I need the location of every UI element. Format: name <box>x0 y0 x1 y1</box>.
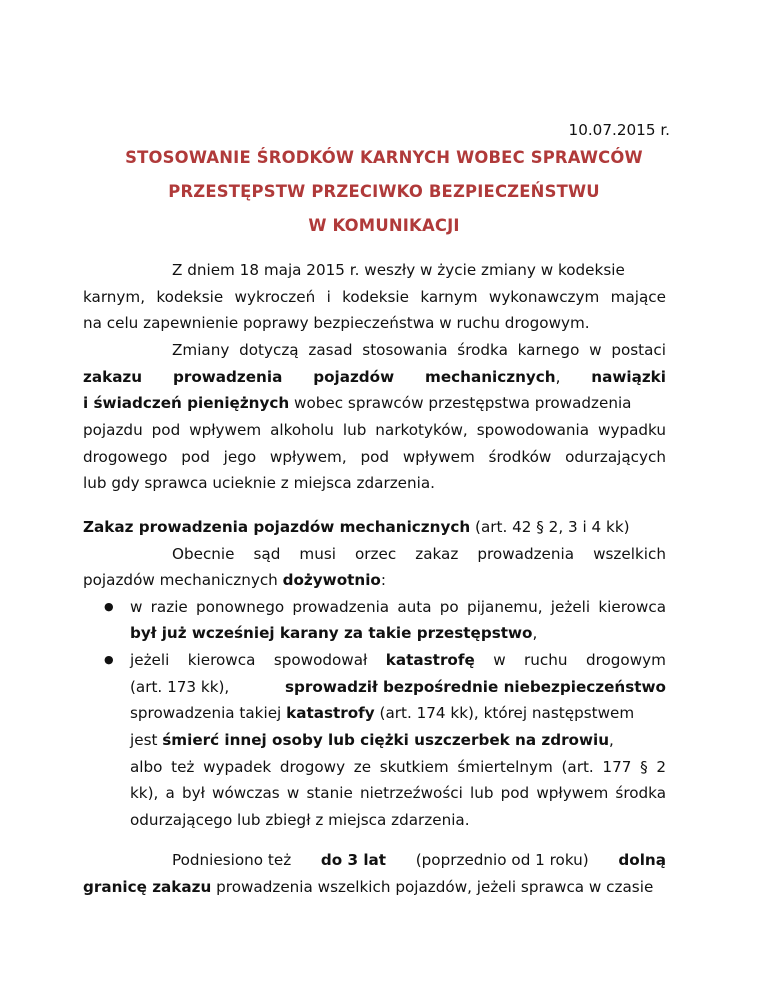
p1-line-2: karnym, kodeksie wykroczeń i kodeksie karnym wykonawczym mające <box>83 288 666 306</box>
p2-line-1: Zmiany dotyczą zasad stosowania środka karnego w postaci <box>172 341 666 359</box>
p2-line-2: zakazu prowadzenia pojazdów mechanicznych, nawiązki <box>83 368 666 386</box>
section-heading: Zakaz prowadzenia pojazdów mechanicznych (art. 42 § 2, 3 i 4 kk) <box>83 518 630 536</box>
bullet-2-line-5: albo też wypadek drogowy ze skutkiem śmiertelnym (art. 177 § 2 <box>130 758 666 776</box>
p1-line-3: na celu zapewnienie poprawy bezpieczeństwa w ruchu drogowym. <box>83 314 590 332</box>
bullet-2-line-6: kk), a był wówczas w stanie nietrzeźwości lub pod wpływem środka <box>130 784 666 802</box>
p2-line-6: lub gdy sprawca ucieknie z miejsca zdarzenia. <box>83 474 436 492</box>
bullet-icon: ● <box>104 653 114 666</box>
bullet-2-line-1: jeżeli kierowca spowodował katastrofę w ruchu drogowym <box>130 651 666 669</box>
title-line-2: PRZESTĘPSTW PRZECIWKO BEZPIECZEŃSTWU <box>168 182 600 201</box>
bullet-2-line-7: odurzającego lub zbiegł z miejsca zdarzenia. <box>130 811 470 829</box>
title-line-3: W KOMUNIKACJI <box>308 216 460 235</box>
title-line-1: STOSOWANIE ŚRODKÓW KARNYCH WOBEC SPRAWCÓW <box>125 148 643 167</box>
p4-line-2: granicę zakazu prowadzenia wszelkich pojazdów, jeżeli sprawca w czasie <box>83 878 654 896</box>
bullet-1-line-2: był już wcześniej karany za takie przestępstwo, <box>130 624 538 642</box>
p1-line-1: Z dniem 18 maja 2015 r. weszły w życie zmiany w kodeksie <box>172 261 625 279</box>
bullet-2-line-4: jest śmierć innej osoby lub ciężki uszczerbek na zdrowiu, <box>130 731 614 749</box>
p2-line-4: pojazdu pod wpływem alkoholu lub narkotyków, spowodowania wypadku <box>83 421 666 439</box>
p4-line-1: Podniesiono też do 3 lat (poprzednio od 1 roku) dolną <box>172 851 666 869</box>
p2-line-5: drogowego pod jego wpływem, pod wpływem środków odurzających <box>83 448 666 466</box>
bullet-icon: ● <box>104 600 114 613</box>
p2-line-3: i świadczeń pieniężnych wobec sprawców przestępstwa prowadzenia <box>83 394 632 412</box>
p3-line-2: pojazdów mechanicznych dożywotnio: <box>83 571 386 589</box>
bullet-2-line-2: (art. 173 kk), sprowadził bezpośrednie niebezpieczeństwo <box>130 678 666 696</box>
document-date: 10.07.2015 r. <box>568 121 670 139</box>
bullet-2-line-3: sprowadzenia takiej katastrofy (art. 174 kk), której następstwem <box>130 704 635 722</box>
bullet-1-line-1: w razie ponownego prowadzenia auta po pijanemu, jeżeli kierowca <box>130 598 666 616</box>
p3-line-1: Obecnie sąd musi orzec zakaz prowadzenia wszelkich <box>172 545 666 563</box>
